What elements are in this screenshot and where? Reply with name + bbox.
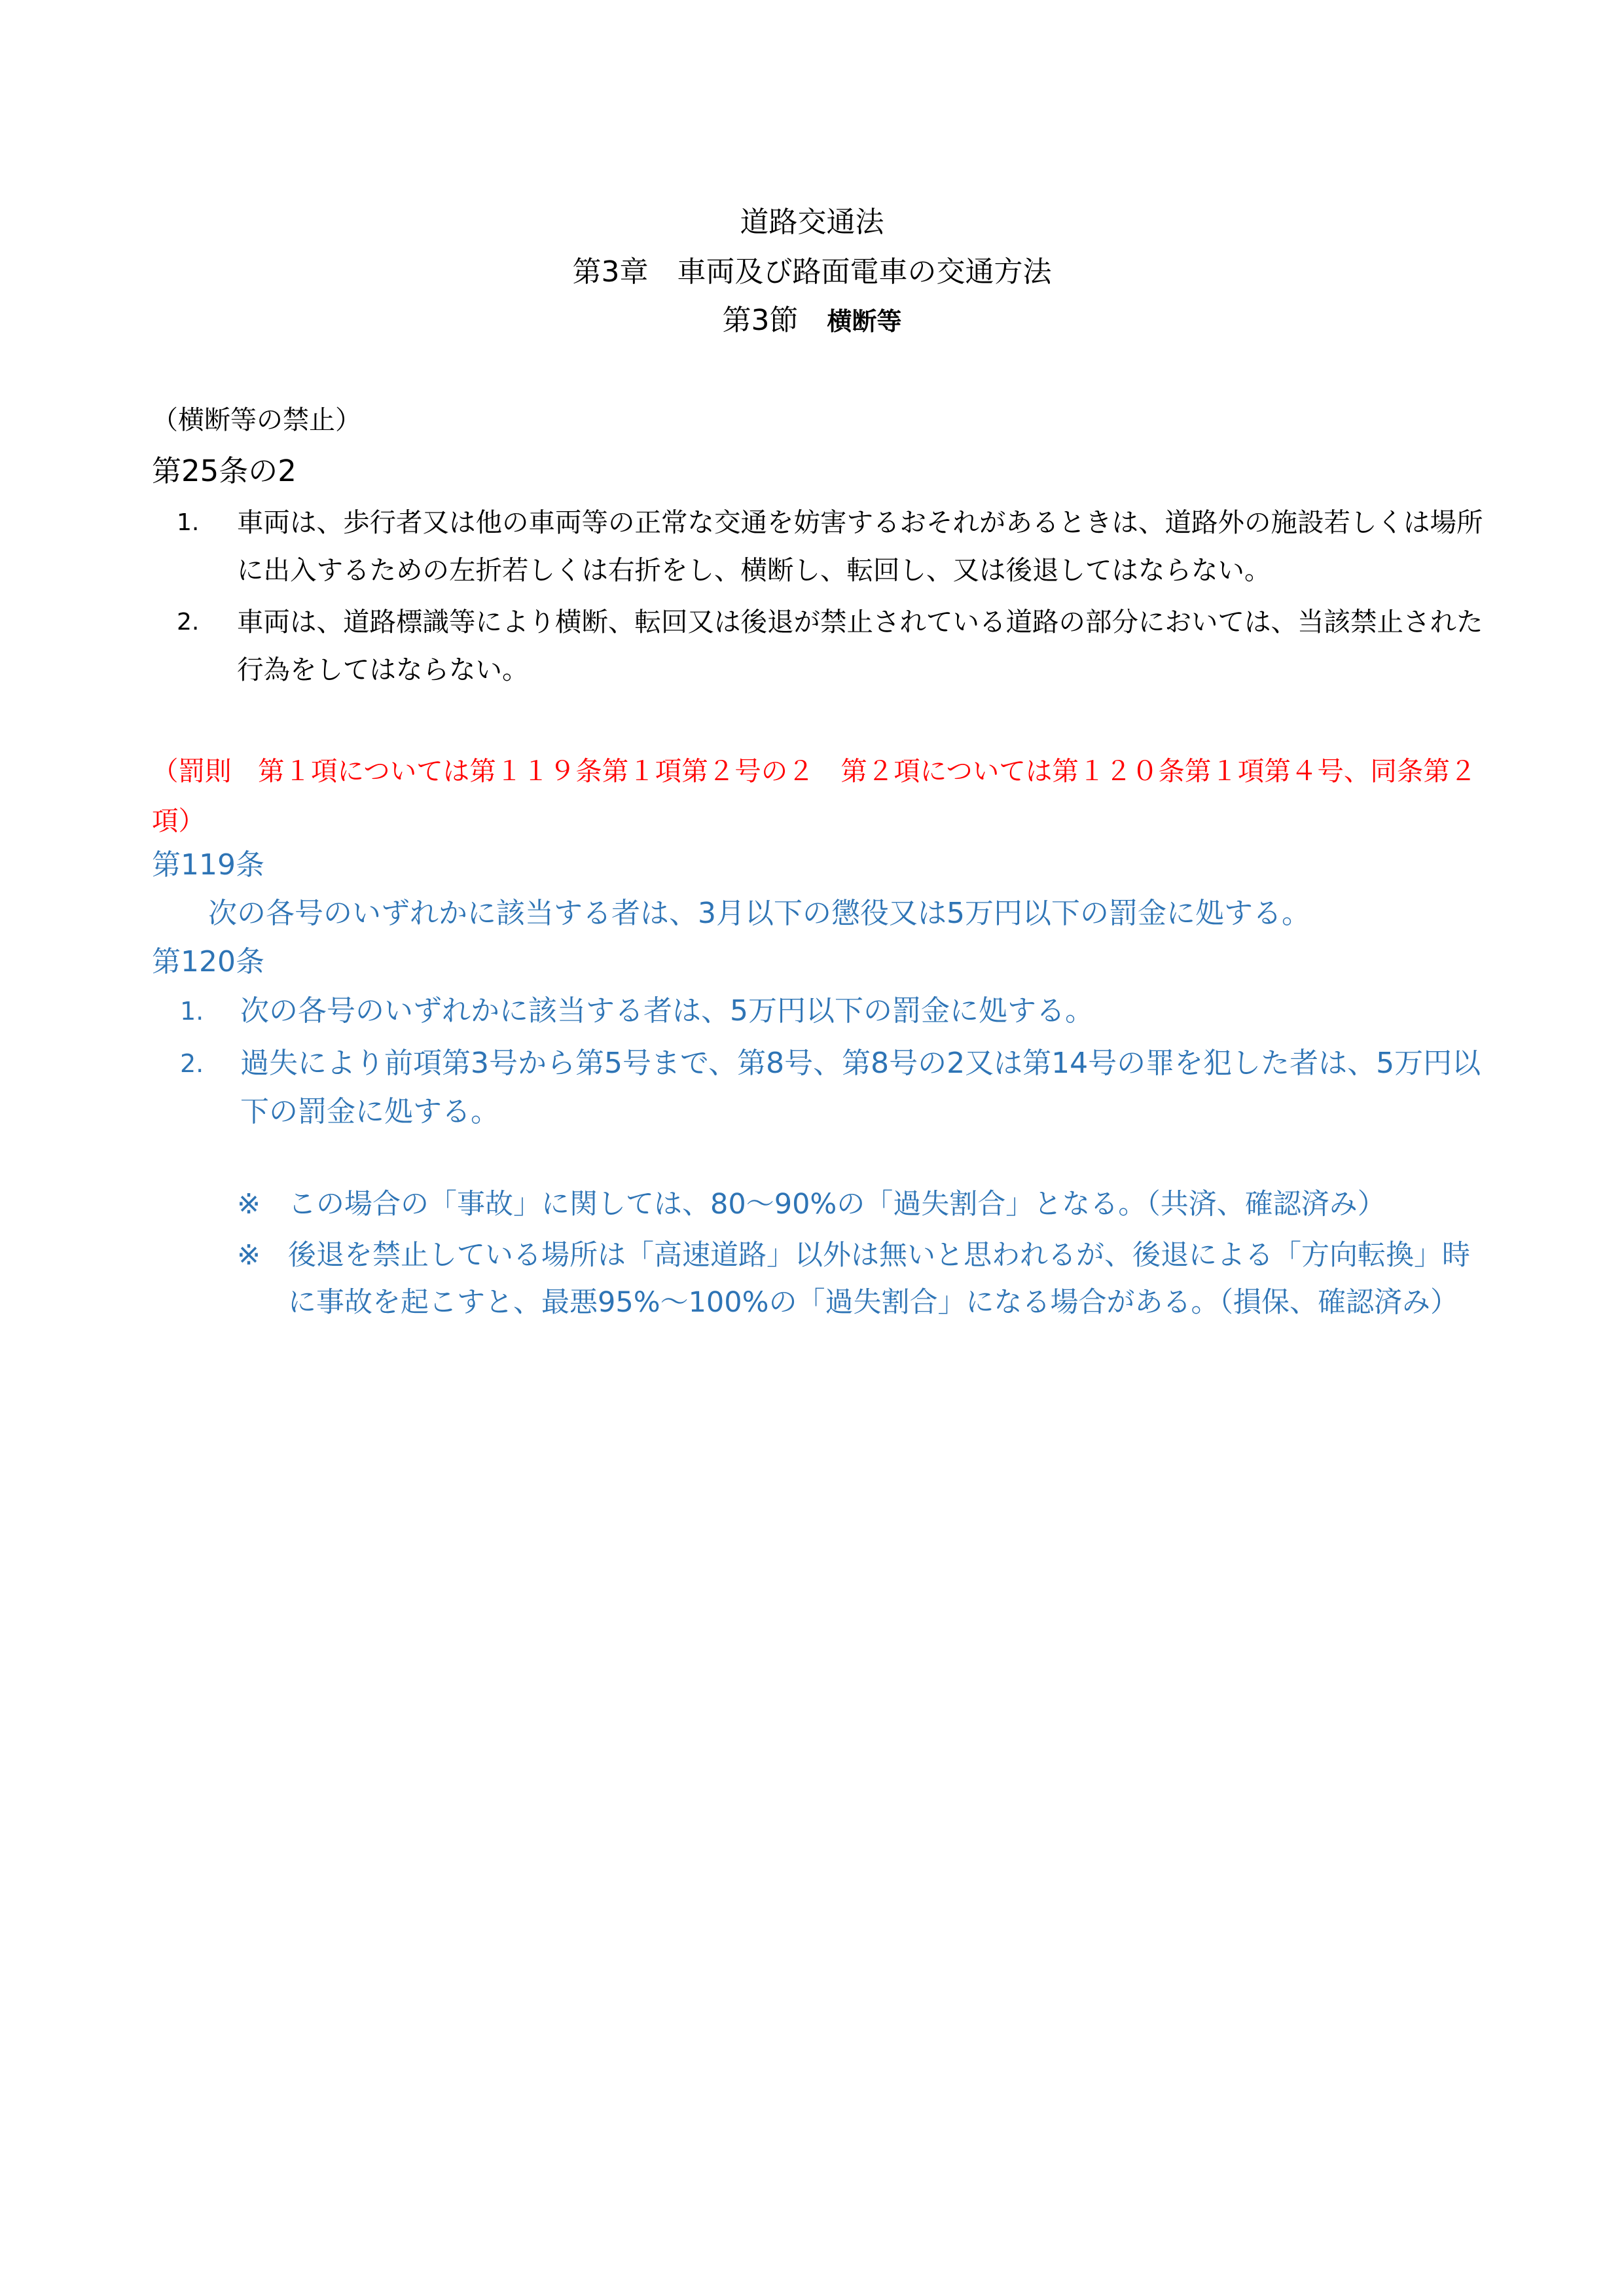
item-number: 2. bbox=[180, 1049, 204, 1078]
law-title: 道路交通法 bbox=[740, 206, 884, 239]
article-items bbox=[177, 499, 1486, 698]
note-item bbox=[237, 1181, 1494, 1228]
note-mark: ※ bbox=[237, 1239, 261, 1272]
note-item bbox=[237, 1232, 1494, 1326]
list-item bbox=[180, 1039, 1489, 1136]
note-text: この場合の「事故」に関しては、80～90%の「過失割合」となる。（共済、確認済み） bbox=[288, 1188, 1386, 1221]
item-text: 過失により前項第3号から第5号まで、第8号、第8号の2又は第14号の罪を犯した者は、5万円以下の罰金に処する。 bbox=[240, 1047, 1481, 1128]
item-text: 車両は、歩行者又は他の車両等の正常な交通を妨害するおそれがあるときは、道路外の施設若しくは場所に出入するための左折若しくは右折をし、横断し、転回し、又は後退してはならない。 bbox=[237, 507, 1483, 586]
chapter-title: 第3章 車両及び路面電車の交通方法 bbox=[572, 255, 1052, 289]
article-119-number: 第119条 bbox=[152, 848, 264, 882]
article-120-number: 第120条 bbox=[152, 945, 264, 978]
section-title bbox=[0, 301, 1624, 341]
note-mark: ※ bbox=[237, 1188, 261, 1221]
list-item bbox=[177, 598, 1486, 694]
article-119-text: 次の各号のいずれかに該当する者は、3月以下の懲役又は5万円以下の罰金に処する。 bbox=[208, 897, 1310, 930]
section-name: 横断等 bbox=[827, 307, 902, 336]
article-number: 第25条の2 bbox=[152, 454, 297, 488]
item-text: 車両は、道路標識等により横断、転回又は後退が禁止されている道路の部分においては、当該禁止された行為をしてはならない。 bbox=[237, 606, 1483, 685]
item-text: 次の各号のいずれかに該当する者は、5万円以下の罰金に処する。 bbox=[240, 994, 1094, 1028]
note-text: 後退を禁止している場所は「高速道路」以外は無いと思われるが、後退による「方向転換」時に事故を起こすと、最悪95%～100%の「過失割合」になる場合がある。（損保、確認済み） bbox=[288, 1239, 1470, 1319]
item-number: 1. bbox=[180, 997, 204, 1026]
notes bbox=[237, 1181, 1494, 1330]
article-120-items bbox=[180, 987, 1489, 1140]
item-number: 1. bbox=[177, 509, 200, 536]
section-label: 第3節 bbox=[722, 304, 799, 337]
list-item bbox=[180, 987, 1489, 1035]
item-number: 2. bbox=[177, 609, 200, 636]
list-item bbox=[177, 499, 1486, 594]
article-caption: （横断等の禁止） bbox=[152, 405, 361, 435]
penalty-note: （罰則 第１項については第１１９条第１項第２号の２ 第２項については第１２０条第１項第４号、同条第２項） bbox=[152, 755, 1477, 836]
